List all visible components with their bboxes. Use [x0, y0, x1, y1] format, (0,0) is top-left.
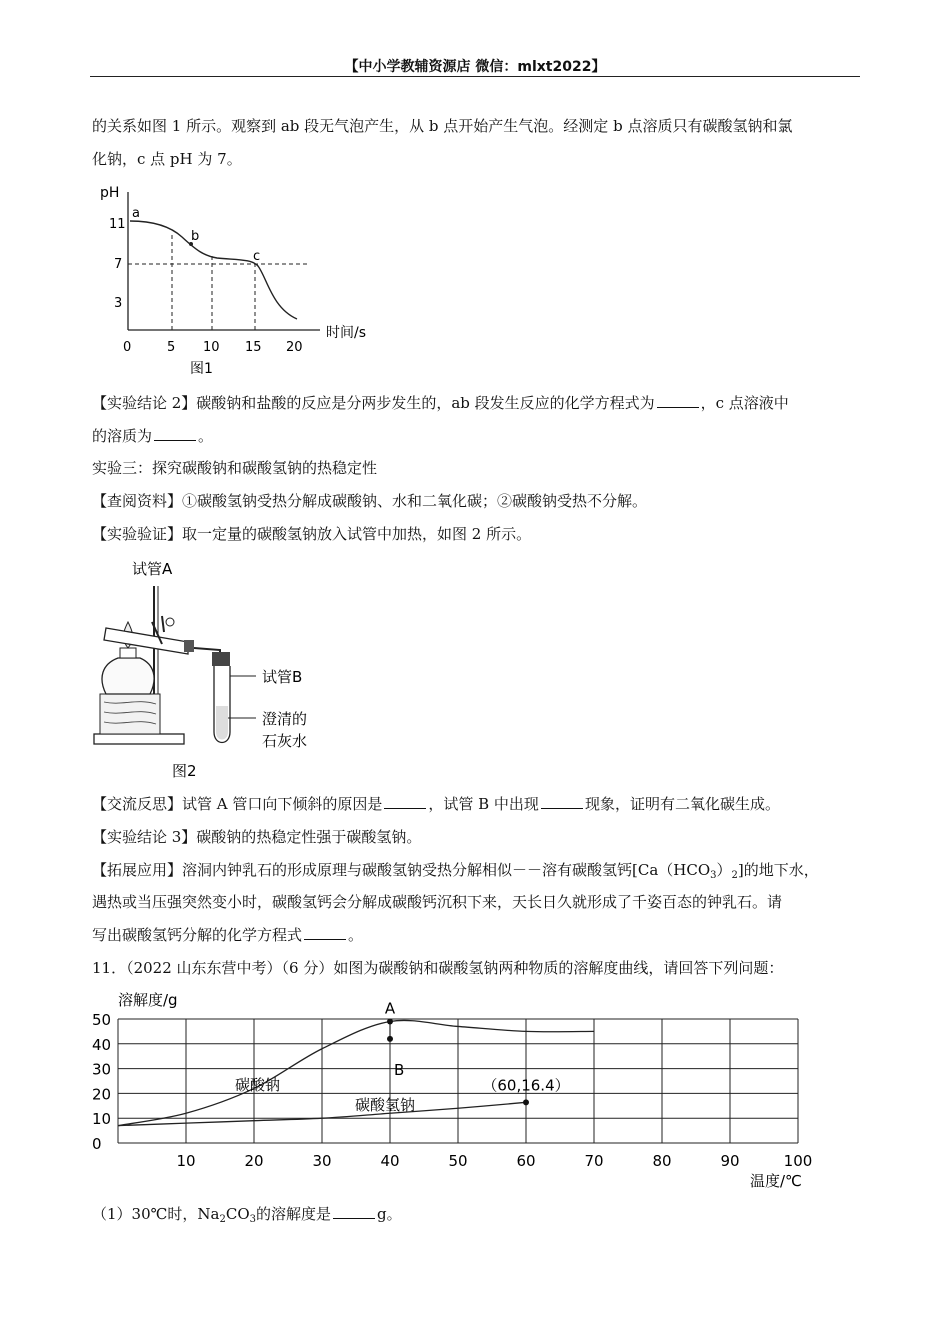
- figure-1-ph-chart: [92, 180, 392, 380]
- y-tick-label: 50: [92, 1011, 112, 1029]
- y-tick-label: 30: [92, 1060, 112, 1079]
- paragraph-line: 的关系如图 1 所示。观察到 ab 段无气泡产生，从 b 点开始产生气泡。经测定 b 点溶质只有碳酸氢钠和氯: [92, 117, 793, 135]
- point-label: （60,16.4）: [482, 1076, 570, 1095]
- x-tick-label: 30: [312, 1152, 332, 1170]
- conclusion-2-line1: [92, 387, 862, 420]
- x-tick-label: 5: [167, 340, 176, 355]
- extension-text: 【拓展应用】溶洞内钟乳石的形成原理与碳酸氢钠受热分解相似－－溶有碳酸氢钙[Ca（HCO: [92, 861, 711, 879]
- header-rule: [90, 76, 860, 77]
- x-tick-label: 10: [176, 1152, 196, 1170]
- question-11-1: [92, 1198, 862, 1236]
- tube-a-stopper: [184, 640, 194, 652]
- conclusion-2-text: 的溶质为: [92, 427, 153, 445]
- x-tick-label: 10: [203, 340, 220, 355]
- figure-2-apparatus: [92, 556, 352, 784]
- y-tick-label: 0: [92, 1135, 102, 1153]
- tube-b-label: 试管B: [262, 668, 303, 686]
- x-tick-label: 20: [286, 340, 303, 355]
- series-label-nahco3: 碳酸氢钠: [355, 1096, 416, 1114]
- question-text: 的溶解度是: [256, 1205, 332, 1223]
- question-text: CO: [225, 1205, 250, 1223]
- question-text: g。: [377, 1205, 402, 1223]
- x-tick-label: 90: [720, 1152, 740, 1170]
- question-11: 11．（2022 山东东营中考）（6 分）如图为碳酸钠和碳酸氢钠两种物质的溶解度曲线，请回答下列问题：: [92, 959, 784, 977]
- x-tick-label: 0: [123, 340, 132, 355]
- point-label: B: [394, 1060, 405, 1079]
- conclusion-2-text: 。: [198, 427, 214, 445]
- lime-water-label-2: 石灰水: [262, 732, 308, 750]
- alcohol-lamp: [102, 658, 154, 694]
- subscript: 2: [219, 1214, 226, 1225]
- extension-line2: 遇热或当压强突然变小时，碳酸氢钙会分解成碳酸钙沉积下来，天长日久就形成了千姿百态的钟乳石。请: [92, 893, 783, 911]
- extension-text: 写出碳酸氢钙分解的化学方程式: [92, 926, 303, 944]
- subscript: 3: [710, 870, 717, 881]
- point-label-a: a: [132, 206, 140, 221]
- chart-grid: [118, 1019, 798, 1143]
- y-tick-label: 11: [109, 217, 126, 232]
- answer-blank[interactable]: [541, 794, 583, 809]
- x-tick-label: 100: [783, 1152, 813, 1170]
- x-axis-label: 时间/s: [326, 325, 367, 341]
- point-label: A: [384, 999, 396, 1018]
- chart-points: [385, 999, 570, 1105]
- answer-blank[interactable]: [333, 1204, 375, 1219]
- chart-ticks: [92, 1011, 812, 1170]
- series-label-na2co3: 碳酸钠: [235, 1076, 281, 1094]
- extension-text: ）: [716, 861, 732, 879]
- answer-blank[interactable]: [657, 393, 699, 408]
- x-tick-label: 15: [245, 340, 262, 355]
- x-tick-label: 80: [652, 1152, 672, 1170]
- x-axis-label: 温度/℃: [750, 1172, 802, 1190]
- conclusion-3: 【实验结论 3】碳酸钠的热稳定性强于碳酸氢钠。: [92, 828, 422, 846]
- data-point: [387, 1036, 393, 1042]
- y-tick-label: 40: [92, 1035, 112, 1054]
- extension-text: 。: [348, 926, 364, 944]
- figure-caption: 图2: [172, 762, 197, 780]
- lamp-neck: [120, 648, 136, 658]
- answer-blank[interactable]: [384, 794, 426, 809]
- y-tick-label: 20: [92, 1085, 112, 1104]
- extension-text: ]的地下水，: [737, 861, 819, 879]
- x-tick-label: 60: [516, 1152, 536, 1170]
- x-tick-label: 40: [380, 1152, 400, 1170]
- tube-b-stopper: [212, 652, 230, 666]
- stand-base: [94, 734, 184, 744]
- y-tick-label: 7: [114, 257, 123, 272]
- reflection-text: 【交流反思】试管 A 管口向下倾斜的原因是: [92, 795, 383, 813]
- conclusion-2-text: ，c 点溶液中: [700, 394, 789, 412]
- lime-water: [216, 706, 228, 740]
- experiment-3-title: 实验三：探究碳酸钠和碳酸氢钠的热稳定性: [92, 459, 378, 477]
- paragraph-line: 化钠，c 点 pH 为 7。: [92, 150, 242, 168]
- y-axis-label: pH: [100, 185, 120, 201]
- subscript: 3: [249, 1214, 257, 1225]
- reflection-text: 现象，证明有二氧化碳生成。: [584, 795, 780, 813]
- x-tick-label: 70: [584, 1152, 604, 1170]
- data-point: [387, 1018, 393, 1024]
- data-point: [523, 1099, 529, 1105]
- question-text: （1）30℃时，Na: [92, 1205, 220, 1223]
- ph-curve: [130, 221, 297, 319]
- conclusion-2-line2: [92, 420, 862, 453]
- subscript: 2: [731, 870, 738, 881]
- conclusion-2-text: 【实验结论 2】碳酸钠和盐酸的反应是分两步发生的，ab 段发生反应的化学方程式为: [92, 394, 655, 412]
- solubility-chart: [80, 985, 840, 1195]
- wood-block: [100, 694, 160, 734]
- lime-water-label-1: 澄清的: [262, 710, 308, 728]
- point-label-c: c: [253, 249, 261, 264]
- extension-line3: [92, 919, 862, 952]
- answer-blank[interactable]: [154, 426, 196, 441]
- reference-info: 【查阅资料】①碳酸氢钠受热分解成碳酸钠、水和二氧化碳；②碳酸钠受热不分解。: [92, 492, 648, 510]
- x-tick-label: 20: [244, 1152, 264, 1170]
- reflection-text: ，试管 B 中出现: [428, 795, 539, 813]
- verification: 【实验验证】取一定量的碳酸氢钠放入试管中加热，如图 2 所示。: [92, 525, 532, 543]
- figure-caption: 图1: [190, 361, 213, 377]
- tube-a-label: 试管A: [132, 560, 173, 578]
- y-tick-label: 10: [92, 1110, 112, 1129]
- x-tick-label: 50: [448, 1152, 468, 1170]
- y-tick-label: 3: [114, 296, 123, 311]
- clamp-knob: [166, 618, 174, 626]
- tube-a: [104, 628, 188, 654]
- reflection: [92, 788, 862, 821]
- answer-blank[interactable]: [304, 925, 346, 940]
- point-label-b: b: [191, 229, 200, 244]
- page-header: 【中小学教辅资源店 微信：mlxt2022】: [344, 59, 606, 75]
- y-axis-label: 溶解度/g: [118, 991, 178, 1009]
